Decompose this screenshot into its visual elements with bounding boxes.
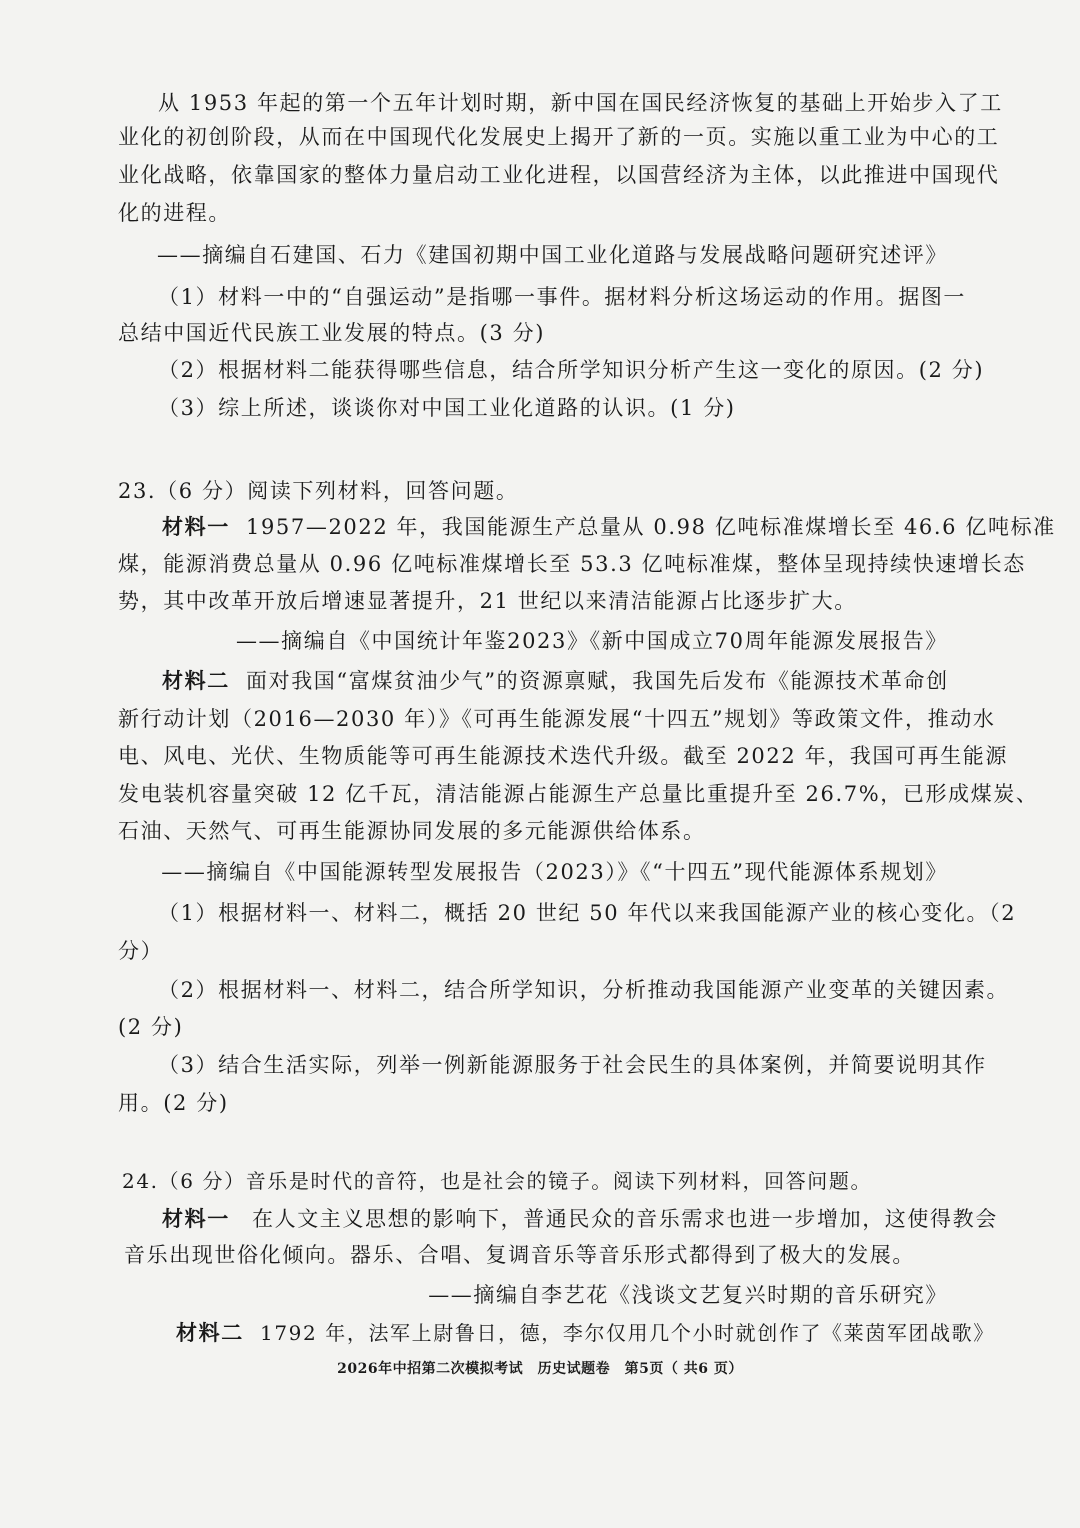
q22-paragraph-line-4: 化的进程。 bbox=[118, 201, 231, 225]
q22-question-2: （2）根据材料二能获得哪些信息，结合所学知识分析产生这一变化的原因。(2 分) bbox=[158, 358, 985, 382]
q23-question-3-line-2: 用。(2 分) bbox=[118, 1091, 229, 1115]
q23-material1-label: 材料一 bbox=[162, 514, 230, 539]
q23-heading: 23.（6 分）阅读下列材料，回答问题。 bbox=[118, 479, 519, 503]
q24-material1-label: 材料一 bbox=[162, 1206, 230, 1231]
q23-material2-line-1: 面对我国“富煤贫油少气”的资源禀赋，我国先后发布《能源技术革命创 bbox=[246, 669, 949, 693]
q24-heading: 24.（6 分）音乐是时代的音符，也是社会的镜子。阅读下列材料，回答问题。 bbox=[122, 1169, 873, 1193]
q23-question-3-line-1: （3）结合生活实际，列举一例新能源服务于社会民生的具体案例，并简要说明其作 bbox=[158, 1053, 987, 1077]
q23-question-2-line-2: (2 分) bbox=[118, 1015, 184, 1039]
q22-question-3: （3）综上所述，谈谈你对中国工业化道路的认识。(1 分) bbox=[158, 396, 736, 420]
q23-material1-line-3: 势，其中改革开放后增速显著提升，21 世纪以来清洁能源占比逐步扩大。 bbox=[118, 589, 857, 613]
q23-material2-line-4: 发电装机容量突破 12 亿千瓦，清洁能源占能源生产总量比重提升至 26.7%，已形成煤炭、 bbox=[118, 782, 1039, 806]
q22-paragraph-line-1: 从 1953 年起的第一个五年计划时期，新中国在国民经济恢复的基础上开始步入了工 bbox=[158, 91, 1003, 115]
q24-material1-source: ——摘编自李艺花《浅谈文艺复兴时期的音乐研究》 bbox=[428, 1283, 948, 1307]
q22-question-1-line-2: 总结中国近代民族工业发展的特点。(3 分) bbox=[118, 321, 546, 345]
q22-paragraph-line-3: 业化战略，依靠国家的整体力量启动工业化进程，以国营经济为主体，以此推进中国现代 bbox=[118, 163, 1000, 187]
q23-material2-source: ——摘编自《中国能源转型发展报告（2023）》《“十四五”现代能源体系规划》 bbox=[161, 860, 948, 884]
q22-source: ——摘编自石建国、石力《建国初期中国工业化道路与发展战略问题研究述评》 bbox=[157, 243, 948, 267]
q24-material1-line-1: 在人文主义思想的影响下，普通民众的音乐需求也进一步增加，这使得教会 bbox=[252, 1207, 998, 1231]
q23-material2-label: 材料二 bbox=[162, 668, 230, 693]
q23-material2-line-3: 电、风电、光伏、生物质能等可再生能源技术迭代升级。截至 2022 年，我国可再生能源 bbox=[118, 744, 1008, 768]
q24-material1-line-2: 音乐出现世俗化倾向。器乐、合唱、复调音乐等音乐形式都得到了极大的发展。 bbox=[124, 1243, 915, 1267]
q23-material2-line-2: 新行动计划（2016—2030 年）》《可再生能源发展“十四五”规划》等政策文件，推动水 bbox=[118, 707, 996, 731]
q22-paragraph-line-2: 业化的初创阶段，从而在中国现代化发展史上揭开了新的一页。实施以重工业为中心的工 bbox=[118, 125, 1000, 149]
q24-material2-label: 材料二 bbox=[176, 1320, 244, 1345]
q23-material1-source: ——摘编自《中国统计年鉴2023》《新中国成立70周年能源发展报告》 bbox=[235, 629, 948, 653]
q23-question-1-line-2: 分） bbox=[118, 939, 164, 963]
q23-question-2-line-1: （2）根据材料一、材料二，结合所学知识，分析推动我国能源产业变革的关键因素。 bbox=[158, 978, 1010, 1002]
q23-material1-line-1: 1957—2022 年，我国能源生产总量从 0.98 亿吨标准煤增长至 46.6 亿吨标准 bbox=[246, 515, 1056, 539]
page-footer: 2026年中招第二次模拟考试 历史试题卷 第5页（ 共6 页） bbox=[337, 1361, 743, 1377]
q23-material2-line-5: 石油、天然气、可再生能源协同发展的多元能源供给体系。 bbox=[118, 819, 706, 843]
q23-material1-line-2: 煤，能源消费总量从 0.96 亿吨标准煤增长至 53.3 亿吨标准煤，整体呈现持续快速增长态 bbox=[118, 552, 1026, 576]
q23-question-1-line-1: （1）根据材料一、材料二，概括 20 世纪 50 年代以来我国能源产业的核心变化。（2 bbox=[158, 901, 1017, 925]
q24-material2-line-1: 1792 年，法军上尉鲁日，德，李尔仅用几个小时就创作了《莱茵军团战歌》 bbox=[260, 1321, 995, 1345]
q22-question-1-line-1: （1）材料一中的“自强运动”是指哪一事件。据材料分析这场运动的作用。据图一 bbox=[158, 285, 967, 309]
